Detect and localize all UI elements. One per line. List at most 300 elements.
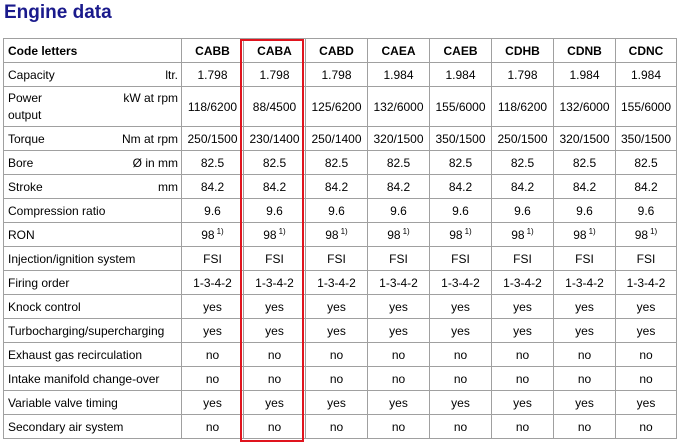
table-row <box>4 271 677 295</box>
table-cell <box>492 175 554 199</box>
table-row <box>4 247 677 271</box>
cell-value: no <box>453 419 468 434</box>
table-cell <box>244 87 306 127</box>
table-cell <box>368 367 430 391</box>
table-cell <box>306 127 368 151</box>
cell-value: FSI <box>203 251 222 266</box>
table-cell <box>182 391 244 415</box>
cell-value: 1-3-4-2 <box>255 275 294 290</box>
table-cell <box>306 415 368 439</box>
cell-value: 350/1500 <box>620 131 672 146</box>
header-label <box>4 39 182 63</box>
footnote-marker: 1) <box>464 227 472 236</box>
cell-value: no <box>329 419 344 434</box>
table-cell <box>616 127 677 151</box>
page-title: Engine data <box>4 2 112 23</box>
row-unit: Ø in mm <box>132 155 178 170</box>
footnote-marker: 1) <box>402 227 410 236</box>
table-row <box>4 127 677 151</box>
row-label: Power output <box>8 90 43 122</box>
table-cell <box>244 127 306 151</box>
cell-value: 1-3-4-2 <box>503 275 542 290</box>
table-cell <box>616 223 677 247</box>
row-label: Bore <box>8 155 34 170</box>
table-cell <box>182 151 244 175</box>
row-label-cell <box>4 223 182 247</box>
code-header: CAEB <box>430 39 492 63</box>
row-label: Secondary air system <box>8 419 124 434</box>
table-cell <box>306 391 368 415</box>
cell-value: yes <box>575 395 594 410</box>
table-cell <box>368 391 430 415</box>
cell-value: no <box>577 347 592 362</box>
table-cell <box>368 223 430 247</box>
footnote-marker: 1) <box>278 227 286 236</box>
table-cell <box>368 87 430 127</box>
table-cell <box>554 175 616 199</box>
table-cell <box>368 415 430 439</box>
cell-value: no <box>205 371 220 386</box>
cell-value: 250/1500 <box>187 131 238 146</box>
cell-value: 1-3-4-2 <box>379 275 418 290</box>
table-cell <box>492 223 554 247</box>
cell-value: 9.6 <box>328 203 345 218</box>
table-cell <box>182 343 244 367</box>
cell-value: no <box>453 347 468 362</box>
table-cell <box>554 127 616 151</box>
code-header: CABA <box>244 39 306 63</box>
footnote-marker: 1) <box>526 227 534 236</box>
cell-value: no <box>267 371 282 386</box>
row-unit: kW at rpm <box>123 90 178 105</box>
cell-value: 125/6200 <box>311 99 362 114</box>
row-label: Injection/ignition system <box>8 251 136 266</box>
cell-value: 1.984 <box>630 67 662 82</box>
row-label: Compression ratio <box>8 203 106 218</box>
cell-value: 1-3-4-2 <box>626 275 666 290</box>
table-cell <box>616 343 677 367</box>
cell-value: yes <box>575 299 594 314</box>
table-cell <box>430 151 492 175</box>
cell-value: 82.5 <box>262 155 287 170</box>
cell-value: 84.2 <box>200 179 225 194</box>
cell-value: 84.2 <box>510 179 535 194</box>
footnote-marker: 1) <box>588 227 596 236</box>
code-header: CAEA <box>368 39 430 63</box>
table-cell <box>182 319 244 343</box>
cell-value: yes <box>265 299 284 314</box>
cell-value: 82.5 <box>324 155 349 170</box>
cell-value: 82.5 <box>634 155 658 170</box>
cell-value: yes <box>203 323 222 338</box>
table-cell <box>554 415 616 439</box>
table-cell <box>244 271 306 295</box>
cell-value: 84.2 <box>386 179 411 194</box>
row-label-cell <box>4 391 182 415</box>
cell-value: no <box>639 371 653 386</box>
table-cell <box>554 247 616 271</box>
table-cell <box>368 151 430 175</box>
table-cell <box>430 415 492 439</box>
table-row <box>4 415 677 439</box>
table-cell <box>182 367 244 391</box>
table-row <box>4 295 677 319</box>
table-cell <box>554 199 616 223</box>
table-row <box>4 223 677 247</box>
table-cell <box>368 199 430 223</box>
cell-value: no <box>205 419 220 434</box>
cell-value: 98 <box>201 228 215 242</box>
table-cell <box>430 63 492 87</box>
row-label: Firing order <box>8 275 70 290</box>
table-cell <box>430 175 492 199</box>
code-header: CDNC <box>616 39 677 63</box>
cell-value: FSI <box>451 251 470 266</box>
table-cell <box>368 271 430 295</box>
table-row <box>4 391 677 415</box>
row-label-cell <box>4 87 182 127</box>
cell-value: 1.984 <box>445 67 476 82</box>
table-cell <box>244 63 306 87</box>
table-cell <box>182 175 244 199</box>
table-cell <box>306 151 368 175</box>
table-cell <box>306 63 368 87</box>
row-unit: ltr. <box>165 67 178 82</box>
table-cell <box>492 391 554 415</box>
table-cell <box>430 87 492 127</box>
cell-value: yes <box>265 395 284 410</box>
row-label-cell <box>4 175 182 199</box>
table-cell <box>554 343 616 367</box>
table-cell <box>430 271 492 295</box>
cell-value: 230/1400 <box>249 131 300 146</box>
cell-value: no <box>515 347 530 362</box>
cell-value: no <box>391 371 406 386</box>
table-cell <box>306 199 368 223</box>
table-cell <box>368 247 430 271</box>
cell-value: 82.5 <box>510 155 535 170</box>
cell-value: 98 <box>573 228 587 242</box>
cell-value: 84.2 <box>572 179 597 194</box>
table-cell <box>244 343 306 367</box>
table-cell <box>492 247 554 271</box>
table-cell <box>306 87 368 127</box>
table-cell <box>244 247 306 271</box>
cell-value: 1.798 <box>197 67 228 82</box>
row-label: Intake manifold change-over <box>8 371 160 386</box>
table-cell <box>306 247 368 271</box>
row-label-cell <box>4 63 182 87</box>
table-cell <box>430 247 492 271</box>
cell-value: 350/1500 <box>435 131 486 146</box>
table-cell <box>554 63 616 87</box>
cell-value: no <box>205 347 220 362</box>
table-cell <box>492 319 554 343</box>
cell-value: 250/1400 <box>311 131 362 146</box>
table-cell <box>182 223 244 247</box>
row-unit: mm <box>158 179 178 194</box>
table-row <box>4 343 677 367</box>
cell-value: 9.6 <box>390 203 407 218</box>
cell-value: no <box>267 419 282 434</box>
table-cell <box>616 415 677 439</box>
cell-value: 320/1500 <box>373 131 424 146</box>
table-cell <box>182 127 244 151</box>
cell-value: 88/4500 <box>252 99 297 114</box>
table-cell <box>492 343 554 367</box>
cell-value: 9.6 <box>266 203 283 218</box>
cell-value: 1.984 <box>569 67 600 82</box>
table-cell <box>554 151 616 175</box>
table-cell <box>616 151 677 175</box>
cell-value: 82.5 <box>572 155 597 170</box>
cell-value: 1.984 <box>383 67 414 82</box>
row-label-cell <box>4 343 182 367</box>
table-cell <box>430 319 492 343</box>
cell-value: 84.2 <box>262 179 287 194</box>
cell-value: yes <box>636 323 656 338</box>
cell-value: no <box>515 371 530 386</box>
cell-value: no <box>391 347 406 362</box>
cell-value: 155/6000 <box>620 99 672 114</box>
table-cell <box>492 151 554 175</box>
table-cell <box>244 319 306 343</box>
table-cell <box>244 295 306 319</box>
table-cell <box>182 87 244 127</box>
row-label: Knock control <box>8 299 81 314</box>
code-header: CABD <box>306 39 368 63</box>
table-cell <box>368 295 430 319</box>
cell-value: yes <box>327 323 346 338</box>
table-cell <box>492 271 554 295</box>
cell-value: yes <box>327 395 346 410</box>
row-label: Torque <box>8 131 45 146</box>
table-cell <box>430 343 492 367</box>
row-unit: Nm at rpm <box>121 131 178 146</box>
cell-value: yes <box>389 323 408 338</box>
cell-value: FSI <box>636 251 656 266</box>
table-cell <box>306 367 368 391</box>
cell-value: no <box>515 419 530 434</box>
table-cell <box>368 63 430 87</box>
cell-value: 84.2 <box>448 179 473 194</box>
header-row <box>4 39 677 63</box>
table-cell <box>554 87 616 127</box>
table-cell <box>368 127 430 151</box>
cell-value: yes <box>203 299 222 314</box>
row-label-cell <box>4 415 182 439</box>
table-cell <box>554 391 616 415</box>
table-cell <box>554 319 616 343</box>
table-cell <box>306 271 368 295</box>
cell-value: 1-3-4-2 <box>317 275 356 290</box>
table-cell <box>368 319 430 343</box>
cell-value: FSI <box>265 251 284 266</box>
table-cell <box>368 343 430 367</box>
table-cell <box>182 271 244 295</box>
table-cell <box>306 319 368 343</box>
cell-value: no <box>267 347 282 362</box>
table-cell <box>554 223 616 247</box>
row-label-cell <box>4 151 182 175</box>
cell-value: 1-3-4-2 <box>565 275 604 290</box>
row-label: Stroke <box>8 179 43 194</box>
table-cell <box>244 391 306 415</box>
cell-value: FSI <box>327 251 346 266</box>
cell-value: 82.5 <box>200 155 225 170</box>
row-label: Capacity <box>8 67 55 82</box>
table-cell <box>554 367 616 391</box>
cell-value: yes <box>513 323 532 338</box>
cell-value: yes <box>451 299 470 314</box>
row-label: Turbocharging/supercharging <box>8 323 165 338</box>
row-label-cell <box>4 295 182 319</box>
cell-value: no <box>577 419 592 434</box>
cell-value: yes <box>265 323 284 338</box>
footnote-marker: 1) <box>216 227 224 236</box>
table-cell <box>616 87 677 127</box>
row-label-cell <box>4 271 182 295</box>
table-cell <box>616 367 677 391</box>
cell-value: 98 <box>449 228 463 242</box>
code-header: CDNB <box>554 39 616 63</box>
table-row <box>4 151 677 175</box>
cell-value: FSI <box>389 251 408 266</box>
cell-value: yes <box>389 299 408 314</box>
table-cell <box>182 199 244 223</box>
table-cell <box>492 367 554 391</box>
cell-value: yes <box>451 395 470 410</box>
cell-value: 250/1500 <box>497 131 548 146</box>
table-cell <box>182 63 244 87</box>
table-cell <box>430 223 492 247</box>
cell-value: yes <box>389 395 408 410</box>
cell-value: 82.5 <box>386 155 411 170</box>
cell-value: 9.6 <box>637 203 655 218</box>
cell-value: no <box>639 347 653 362</box>
cell-value: FSI <box>575 251 594 266</box>
cell-value: yes <box>513 299 532 314</box>
table-cell <box>306 175 368 199</box>
cell-value: 9.6 <box>452 203 469 218</box>
table-row <box>4 199 677 223</box>
cell-value: 320/1500 <box>559 131 610 146</box>
cell-value: 1.798 <box>507 67 538 82</box>
cell-value: 84.2 <box>324 179 349 194</box>
table-cell <box>616 271 677 295</box>
footnote-marker: 1) <box>340 227 348 236</box>
cell-value: 98 <box>511 228 525 242</box>
cell-value: 9.6 <box>576 203 593 218</box>
cell-value: no <box>639 419 653 434</box>
row-label: Variable valve timing <box>8 395 118 410</box>
table-cell <box>492 63 554 87</box>
cell-value: 1.798 <box>259 67 290 82</box>
code-header: CDHB <box>492 39 554 63</box>
table-cell <box>182 295 244 319</box>
table-cell <box>306 223 368 247</box>
cell-value: yes <box>451 323 470 338</box>
cell-value: 132/6000 <box>373 99 424 114</box>
table-cell <box>430 367 492 391</box>
table-cell <box>492 127 554 151</box>
cell-value: 82.5 <box>448 155 473 170</box>
table-cell <box>616 63 677 87</box>
cell-value: yes <box>575 323 594 338</box>
cell-value: 1-3-4-2 <box>441 275 480 290</box>
table-cell <box>244 151 306 175</box>
table-row <box>4 87 677 127</box>
cell-value: 9.6 <box>514 203 531 218</box>
table-cell <box>244 367 306 391</box>
table-cell <box>244 175 306 199</box>
cell-value: no <box>577 371 592 386</box>
cell-value: 98 <box>325 228 339 242</box>
cell-value: 9.6 <box>204 203 221 218</box>
cell-value: yes <box>636 395 656 410</box>
table-cell <box>182 247 244 271</box>
table-cell <box>492 415 554 439</box>
cell-value: 98 <box>387 228 401 242</box>
table-cell <box>616 391 677 415</box>
cell-value: yes <box>327 299 346 314</box>
table-cell <box>430 391 492 415</box>
table-cell <box>244 223 306 247</box>
table-cell <box>554 295 616 319</box>
cell-value: no <box>453 371 468 386</box>
cell-value: 98 <box>634 228 649 242</box>
row-label-cell <box>4 127 182 151</box>
cell-value: no <box>329 371 344 386</box>
footnote-marker: 1) <box>650 227 658 236</box>
cell-value: FSI <box>513 251 532 266</box>
engine-data-table <box>3 38 677 439</box>
cell-value: 155/6000 <box>435 99 486 114</box>
cell-value: 132/6000 <box>559 99 610 114</box>
table-cell <box>430 127 492 151</box>
table-cell <box>616 319 677 343</box>
table-row <box>4 319 677 343</box>
table-cell <box>492 87 554 127</box>
cell-value: 118/6200 <box>187 99 238 114</box>
row-label-cell <box>4 199 182 223</box>
cell-value: no <box>329 347 344 362</box>
table-cell <box>244 415 306 439</box>
table-cell <box>616 295 677 319</box>
table-cell <box>368 175 430 199</box>
row-label-cell <box>4 319 182 343</box>
table-cell <box>616 199 677 223</box>
table-cell <box>492 295 554 319</box>
cell-value: yes <box>513 395 532 410</box>
table-cell <box>244 199 306 223</box>
cell-value: no <box>391 419 406 434</box>
cell-value: 98 <box>263 228 277 242</box>
table-cell <box>430 295 492 319</box>
cell-value: 118/6200 <box>497 99 548 114</box>
table-cell <box>306 295 368 319</box>
cell-value: yes <box>636 299 656 314</box>
cell-value: 1.798 <box>321 67 352 82</box>
cell-value: 1-3-4-2 <box>193 275 232 290</box>
table-cell <box>616 247 677 271</box>
row-label: RON <box>8 227 35 242</box>
table-cell <box>492 199 554 223</box>
table-cell <box>616 175 677 199</box>
row-label-cell <box>4 367 182 391</box>
table-row <box>4 175 677 199</box>
table-row <box>4 367 677 391</box>
